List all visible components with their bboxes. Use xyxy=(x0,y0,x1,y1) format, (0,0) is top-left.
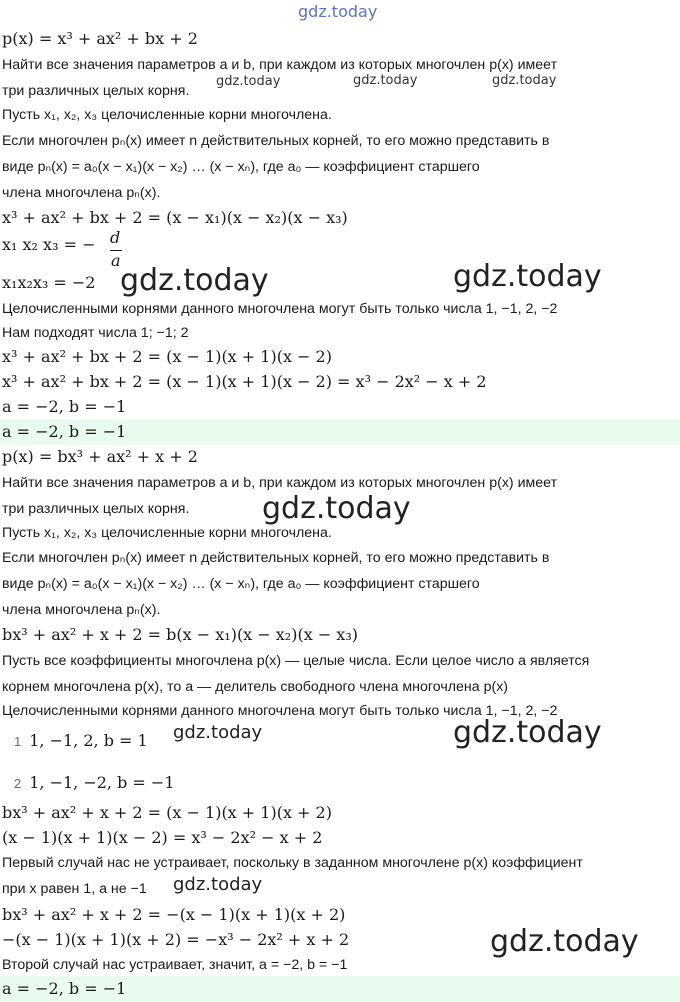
answer-highlight: a = −2, b = −1 xyxy=(0,419,680,445)
problem-statement: Найти все значения параметров a и b, при каждом из которых многочлен p(x) имеет xyxy=(2,57,558,73)
equation: x₁ x₂ x₃ = − xyxy=(2,235,96,254)
equation: a = −2, b = −1 xyxy=(2,397,127,416)
text-line: Нам подходят числа 1; −1; 2 xyxy=(2,325,189,341)
text-line: Первый случай нас не устраивает, поскольку в заданном многочлене p(x) коэффициент xyxy=(2,855,583,871)
equation: bx³ + ax² + x + 2 = b(x − x₁)(x − x₂)(x − x₃) xyxy=(2,625,358,644)
watermark: gdz.today xyxy=(453,259,602,294)
text-line: члена многочлена pₙ(x). xyxy=(2,185,161,201)
text-line: корнем многочлена p(x), то a — делитель свободного члена многочлена p(x) xyxy=(2,679,509,695)
problem-statement: Найти все значения параметров a и b, при каждом из которых многочлен p(x) имеет xyxy=(2,475,558,491)
fraction-numerator: d xyxy=(110,228,121,247)
text-line: Второй случай нас устраивает, значит, a = −2, b = −1 xyxy=(2,957,348,973)
text-line: Если многочлен pₙ(x) имеет n действительных корней, то его можно представить в xyxy=(2,133,550,149)
equation: x³ + ax² + bx + 2 = (x − 1)(x + 1)(x − 2) xyxy=(2,347,332,366)
text-line: члена многочлена pₙ(x). xyxy=(2,602,161,618)
case-values: 1, −1, −2, b = −1 xyxy=(29,773,175,792)
text-line: Пусть x₁, x₂, x₃ целочисленные корни многочлена. xyxy=(2,107,332,123)
equation: (x − 1)(x + 1)(x − 2) = x³ − 2x² − x + 2 xyxy=(2,828,323,847)
equation: −(x − 1)(x + 1)(x + 2) = −x³ − 2x² + x + 2 xyxy=(2,930,350,949)
watermark: gdz.today xyxy=(262,491,411,526)
watermark: gdz.today xyxy=(353,73,418,88)
text-line: при x равен 1, а не −1 xyxy=(2,881,147,897)
polynomial-definition: p(x) = x³ + ax² + bx + 2 xyxy=(2,29,198,48)
watermark: gdz.today xyxy=(490,924,639,959)
text-line: Целочисленными корнями данного многочлена могут быть только числа 1, −1, 2, −2 xyxy=(2,301,558,317)
text-line: Если многочлен pₙ(x) имеет n действительных корней, то его можно представить в xyxy=(2,550,550,566)
equation: x₁x₂x₃ = −2 xyxy=(2,273,96,292)
equation: x³ + ax² + bx + 2 = (x − x₁)(x − x₂)(x − x₃) xyxy=(2,208,348,227)
case-number: 2 xyxy=(14,776,22,791)
case-number: 1 xyxy=(14,734,22,749)
case-2 xyxy=(0,770,680,796)
equation: x³ + ax² + bx + 2 = (x − 1)(x + 1)(x − 2) = x³ − 2x² − x + 2 xyxy=(2,372,487,391)
watermark: gdz.today xyxy=(173,722,263,743)
fraction-denominator: a xyxy=(111,251,121,270)
text-line: виде pₙ(x) = a₀(x − x₁)(x − x₂) … (x − xₙ), где a₀ — коэффициент старшего xyxy=(2,576,480,592)
text-line: виде pₙ(x) = a₀(x − x₁)(x − x₂) … (x − xₙ), где a₀ — коэффициент старшего xyxy=(2,159,480,175)
text-line: Пусть все коэффициенты многочлена p(x) — целые числа. Если целое число a является xyxy=(2,653,590,669)
problem-statement-cont: три различных целых корня. xyxy=(2,83,190,99)
watermark: gdz.today xyxy=(298,2,378,21)
problem-statement-cont: три различных целых корня. xyxy=(2,501,190,517)
text-line: Пусть x₁, x₂, x₃ целочисленные корни многочлена. xyxy=(2,525,332,541)
answer-highlight: a = −2, b = −1 xyxy=(0,976,680,1002)
polynomial-definition: p(x) = bx³ + ax² + x + 2 xyxy=(2,447,198,466)
watermark: gdz.today xyxy=(216,74,281,89)
case-values: 1, −1, 2, b = 1 xyxy=(29,731,148,750)
watermark: gdz.today xyxy=(120,263,269,298)
watermark: gdz.today xyxy=(492,73,557,88)
watermark: gdz.today xyxy=(453,715,602,750)
watermark: gdz.today xyxy=(173,874,263,895)
equation: bx³ + ax² + x + 2 = −(x − 1)(x + 1)(x + 2) xyxy=(2,905,346,924)
equation: bx³ + ax² + x + 2 = (x − 1)(x + 1)(x + 2) xyxy=(2,803,332,822)
text-line: Целочисленными корнями данного многочлена могут быть только числа 1, −1, 2, −2 xyxy=(2,703,558,719)
